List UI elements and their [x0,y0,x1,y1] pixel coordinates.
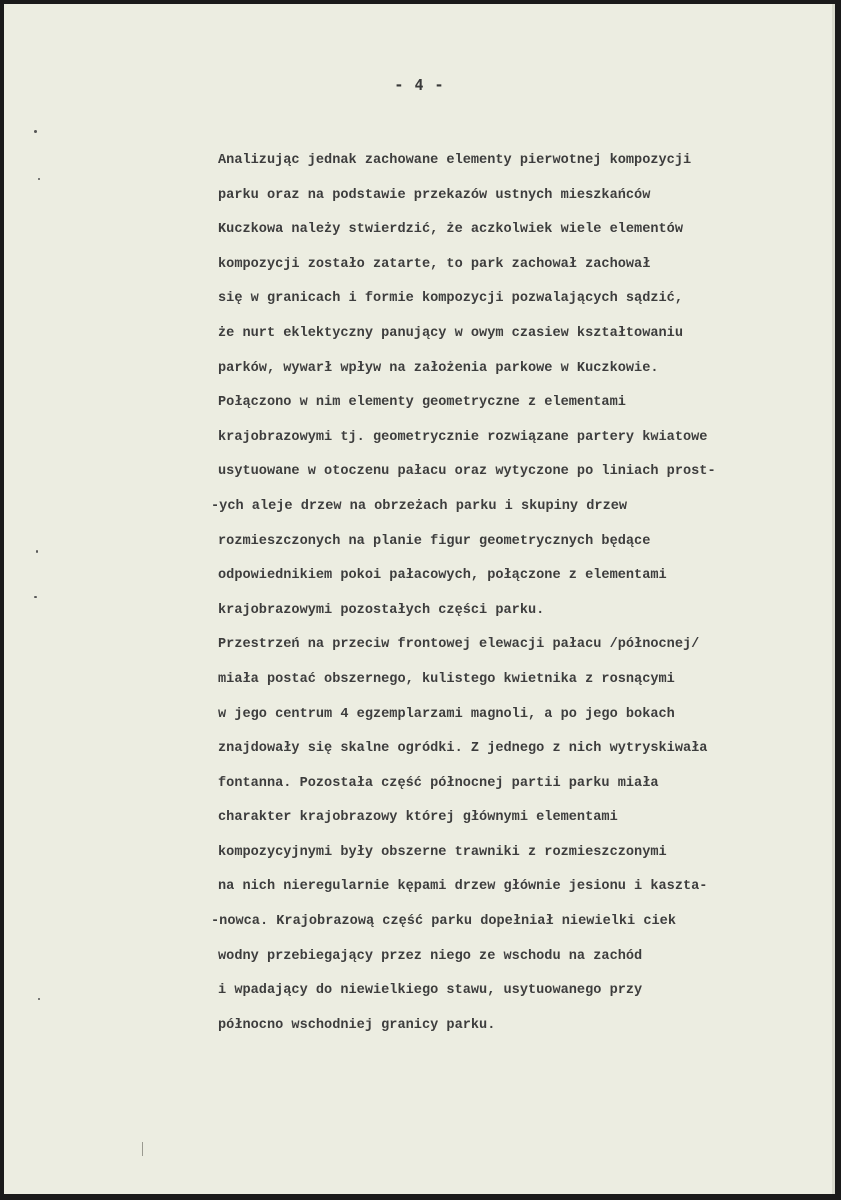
text-line: krajobrazowymi tj. geometrycznie rozwiązane partery kwiatowe [218,429,708,445]
paper-speck [36,550,38,553]
page-number: - 4 - [394,76,445,94]
text-line: -ych aleje drzew na obrzeżach parku i skupiny drzew [211,498,628,514]
text-line: fontanna. Pozostała część północnej partii parku miała [218,775,659,791]
text-line: kompozycji zostało zatarte, to park zachował zachował [218,256,651,272]
text-line: w jego centrum 4 egzemplarzami magnoli, a po jego bokach [218,706,675,722]
text-line: parków, wywarł wpływ na założenia parkowe w Kuczkowie. [218,360,659,376]
text-line: usytuowane w otoczenu pałacu oraz wytyczone po liniach prost- [218,464,716,480]
text-line: kompozycyjnymi były obszerne trawniki z rozmieszczonymi [218,844,667,860]
paper-speck [38,178,40,180]
text-line: parku oraz na podstawie przekazów ustnych mieszkańców [218,187,651,203]
text-line: że nurt eklektyczny panujący w owym czasiew kształtowaniu [218,325,683,341]
typed-paragraph [211,144,828,1043]
text-line: miała postać obszernego, kulistego kwietnika z rosnącymi [218,671,675,687]
text-line: rozmieszczonych na planie figur geometrycznych będące [218,533,651,549]
paper-speck [38,998,40,1000]
text-line: -nowca. Krajobrazową część parku dopełniał niewielki ciek [211,914,676,930]
paper-speck [34,596,37,598]
text-line: się w granicach i formie kompozycji pozwalających sądzić, [218,291,683,307]
document-page [4,4,835,1194]
text-line: Kuczkowa należy stwierdzić, że aczkolwiek wiele elementów [218,222,683,238]
text-line: i wpadający do niewielkiego stawu, usytuowanego przy [218,983,643,999]
text-line: Analizując jednak zachowane elementy pierwotnej kompozycji [218,153,692,168]
text-line: krajobrazowymi pozostałych części parku. [218,602,545,618]
paper-speck [34,130,37,133]
text-line: odpowiednikiem pokoi pałacowych, połączone z elementami [218,568,667,584]
text-line: północno wschodniej granicy parku. [218,1017,496,1033]
text-line: znajdowały się skalne ogródki. Z jednego z nich wytryskiwała [218,741,708,757]
text-line: Przestrzeń na przeciw frontowej elewacji pałacu /północnej/ [218,637,700,653]
text-line: wodny przebiegający przez niego ze wschodu na zachód [218,948,643,964]
paper-speck [142,1142,143,1156]
text-line: Połączono w nim elementy geometryczne z elementami [218,395,626,411]
page-edge [832,4,835,1194]
text-line: na nich nieregularnie kępami drzew głównie jesionu i kaszta- [218,879,708,895]
text-line: charakter krajobrazowy której głównymi elementami [218,810,618,826]
